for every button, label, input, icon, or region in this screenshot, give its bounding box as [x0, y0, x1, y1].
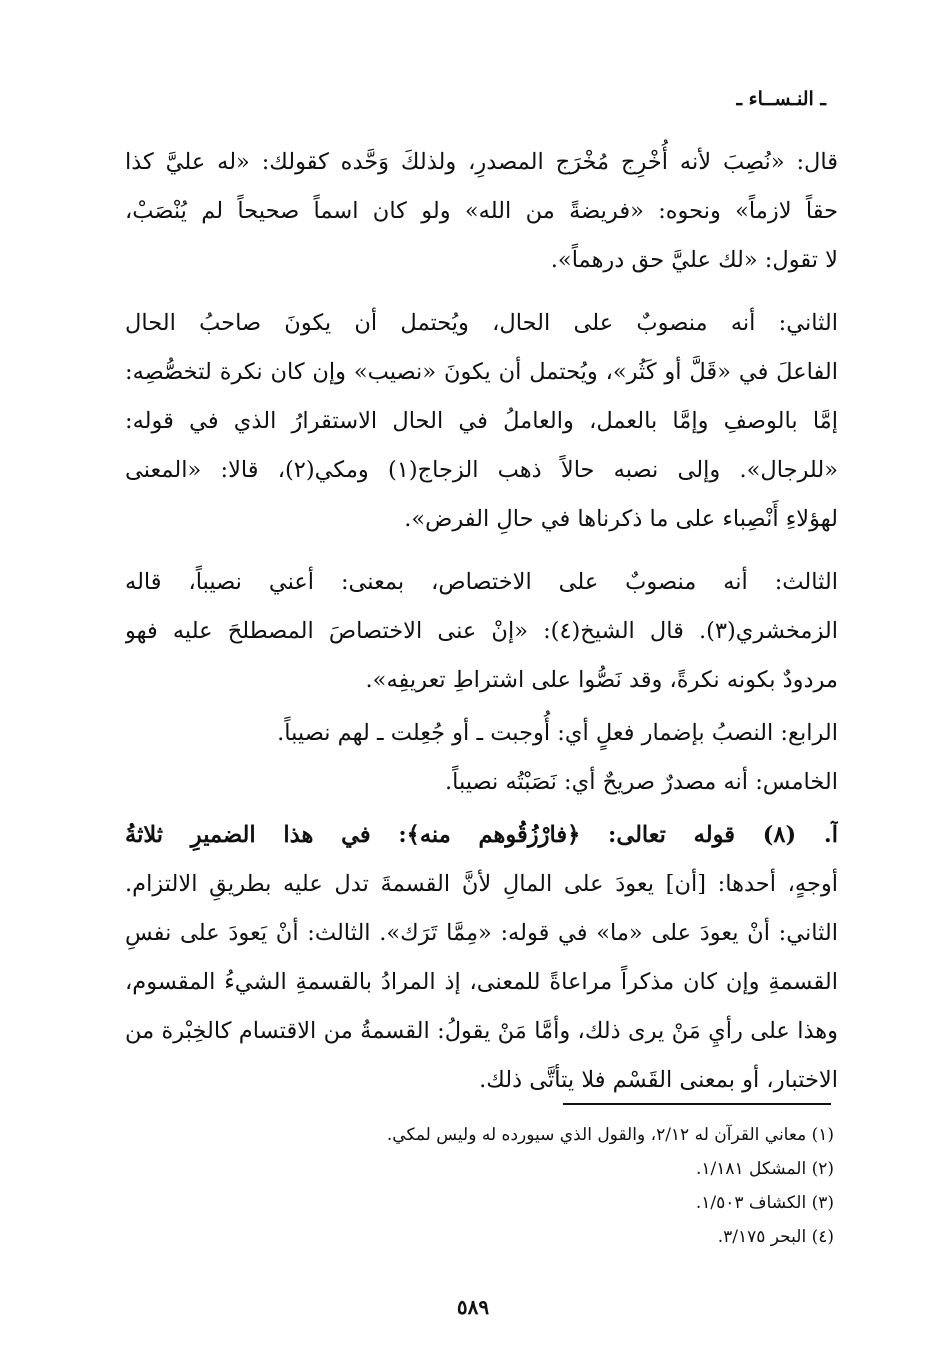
running-header: ـ النـســاء ـ: [736, 88, 826, 110]
text-line: الخامس: أنه مصدرٌ صريحٌ أي: نَصَبْتُه نصيباً.: [444, 769, 838, 795]
text-line: القسمةِ وإن كان مذكراً مراعاةً للمعنى، إذ المرادُ بالقسمةِ الشيءُ المقسوم،: [125, 969, 838, 995]
text-line: الزمخشري(٣). قال الشيخ(٤): «إنْ عنى الاختصاصَ المصطلحَ عليه فهو: [125, 618, 838, 644]
paragraph-6: [125, 811, 838, 1105]
paragraph-2: [125, 299, 838, 544]
paragraph-5: [125, 758, 838, 807]
paragraph-4: [125, 709, 838, 758]
paragraph-1: [125, 138, 838, 285]
text-line: حقاً لازماً» ونحوه: «فريضةً من الله» ولو كان اسماً صحيحاً لم يُنْصَبْ،: [125, 198, 838, 224]
text-line: الفاعلَ في «قَلَّ أو كَثُر»، ويُحتمل أن يكونَ «نصيب» وإن كان نكرة لتخصُّصِه:: [125, 359, 838, 385]
footnote-4: (٤) البحر ٣/١٧٥.: [717, 1227, 834, 1247]
footnotes: [274, 1118, 834, 1254]
text-line: لا تقول: «لك عليَّ حق درهماً».: [550, 247, 838, 273]
main-text: [125, 138, 838, 1105]
text-line: الاختبار، أو بمعنى القَسْم فلا يتأتَّى ذلك.: [479, 1067, 838, 1093]
text-line: قال: «نُصِبَ لأنه أُخْرِج مُخْرَج المصدرِ، ولذلكَ وَحَّده كقولك: «له عليَّ كذا: [125, 149, 838, 175]
text-line: مردودٌ بكونه نكرةً، وقد نَصُّوا على اشتراطِ تعريفِه».: [365, 667, 838, 693]
text-line: «للرجال». وإلى نصبه حالاً ذهب الزجاج(١) ومكي(٢)، قالا: «المعنى: [125, 457, 838, 483]
text-line: الرابع: النصبُ بإضمار فعلٍ أي: أُوجبت ـ أو جُعِلت ـ لهم نصيباً.: [277, 720, 838, 746]
text-line: الثالث: أنه منصوبٌ على الاختصاص، بمعنى: أعني نصيباً، قاله: [125, 569, 838, 595]
footnote-3: (٣) الكشاف ١/٥٠٣.: [695, 1193, 834, 1213]
footnote-separator: [563, 1103, 831, 1105]
paragraph-3: [125, 558, 838, 705]
text-line: أوجهٍ، أحدها: [أن] يعودَ على المالِ لأنَّ القسمةَ تدل عليه بطريقِ الالتزام.: [125, 871, 838, 897]
footnote-2: (٢) المشكل ١/١٨١.: [695, 1159, 834, 1179]
verse-heading-line: آ. (٨) قوله تعالى: ﴿فارْزُقُوهم منه﴾: في هذا الضميرِ ثلاثةُ: [125, 822, 838, 848]
text-line: الثاني: أنه منصوبٌ على الحال، ويُحتمل أن يكونَ صاحبُ الحال: [125, 310, 838, 336]
text-line: إمَّا بالوصفِ وإمَّا بالعمل، والعاملُ في الحال الاستقرارُ الذي في قوله:: [125, 408, 838, 434]
footnote-1: (١) معاني القرآن له ٢/١٢، والقول الذي سيورده له وليس لمكي.: [386, 1125, 834, 1145]
text-line: وهذا على رأيِ مَنْ يرى ذلك، وأمَّا مَنْ يقولُ: القسمةُ من الاقتسام كالخِبْرة من: [125, 1018, 838, 1044]
text-line: لهؤلاءِ أَنْصِباء على ما ذكرناها في حالِ الفرض».: [404, 506, 838, 532]
text-line: الثاني: أنْ يعودَ على «ما» في قوله: «مِمَّا تَرَك». الثالث: أنْ يَعودَ على نفسِ: [125, 920, 838, 946]
page-number: ٥٨٩: [456, 1295, 490, 1319]
